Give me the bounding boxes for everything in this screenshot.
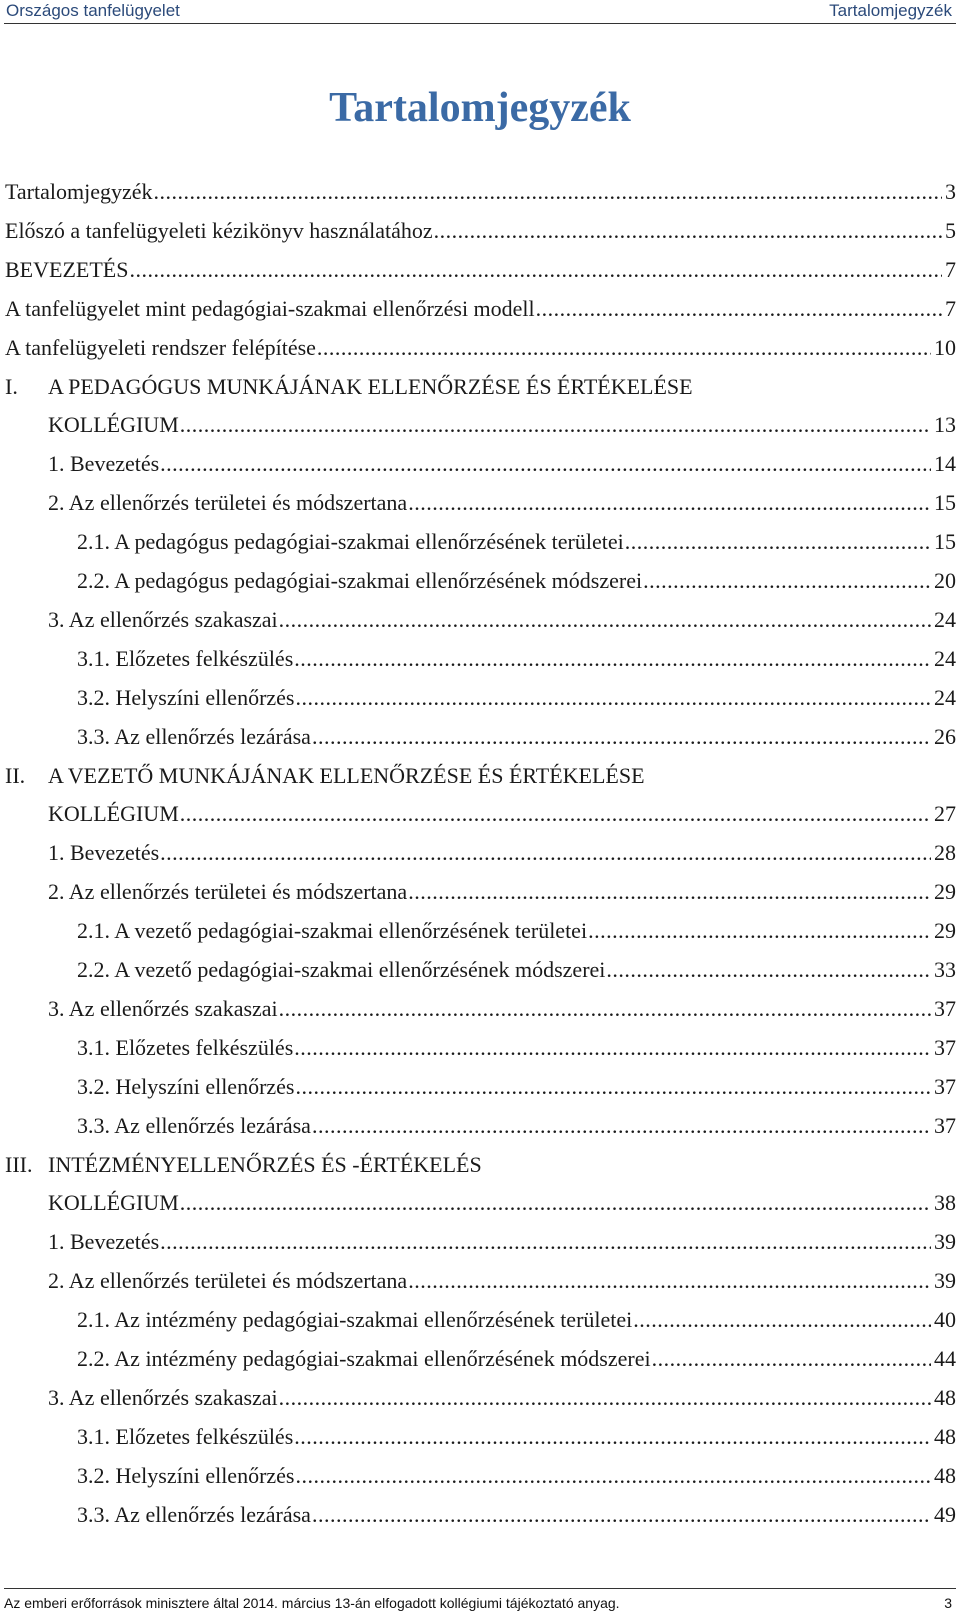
toc-entry[interactable]	[5, 1456, 956, 1496]
toc-page-number: 27	[934, 801, 956, 827]
toc-page-number: 29	[934, 918, 956, 944]
toc-page-number: 15	[934, 490, 956, 516]
toc-page-number: 39	[934, 1229, 956, 1255]
toc-entry-label[interactable]: 1. Bevezetés	[48, 840, 160, 866]
toc-entry-label[interactable]: 3. Az ellenőrzés szakaszai	[48, 1384, 278, 1410]
toc-entry[interactable]	[5, 1183, 956, 1223]
toc-entry[interactable]	[5, 289, 956, 329]
toc-leader-dots	[652, 1339, 931, 1379]
toc-page-number: 48	[934, 1462, 956, 1488]
toc-entry-label[interactable]: 2. Az ellenőrzés területei és módszertana	[48, 490, 408, 516]
toc-entry[interactable]	[5, 794, 956, 834]
toc-leader-dots	[312, 1495, 931, 1535]
toc-entry-label[interactable]: 3.3. Az ellenőrzés lezárása	[77, 723, 311, 749]
toc-page-number: 24	[934, 645, 956, 671]
toc-page-number: 48	[934, 1423, 956, 1449]
toc-entry-label[interactable]: 2. Az ellenőrzés területei és módszertana	[48, 879, 408, 905]
toc-page-number: 33	[934, 957, 956, 982]
toc-page-number: 37	[934, 1112, 956, 1138]
toc-page-number: 44	[934, 1346, 956, 1371]
toc-leader-dots	[160, 1222, 931, 1262]
toc-page-number: 3	[945, 179, 956, 204]
toc-leader-dots	[180, 794, 931, 834]
toc-entry[interactable]	[5, 717, 956, 757]
toc-heading-text: A VEZETŐ MUNKÁJÁNAK ELLENŐRZÉSE ÉS ÉRTÉKELÉSE	[48, 762, 645, 788]
footer-text: Az emberi erőforrások minisztere által 2014. március 13-án elfogadott kollégiumi tájékoztató anyag.	[4, 1595, 620, 1611]
header-left-text: Országos tanfelügyelet	[6, 1, 180, 20]
toc-entry[interactable]	[5, 405, 956, 445]
footer-page-number: 3	[944, 1595, 952, 1611]
toc-entry-label[interactable]: 2. Az ellenőrzés területei és módszertana	[48, 1268, 408, 1294]
page-footer	[4, 1588, 956, 1613]
toc-roman-numeral: I.	[5, 373, 18, 399]
toc-entry[interactable]	[5, 872, 956, 912]
toc-leader-dots	[129, 250, 942, 290]
toc-leader-dots	[643, 561, 931, 601]
toc-page-number: 24	[934, 606, 956, 632]
toc-entry-label[interactable]: 3. Az ellenőrzés szakaszai	[48, 995, 278, 1021]
toc-entry-label[interactable]: Tartalomjegyzék	[5, 179, 153, 204]
toc-entry-label[interactable]: 3.1. Előzetes felkészülés	[77, 1034, 294, 1060]
page-title: Tartalomjegyzék	[329, 85, 631, 131]
toc-entry-label[interactable]: 3.2. Helyszíni ellenőrzés	[77, 684, 295, 710]
toc-entry[interactable]	[5, 1028, 956, 1068]
toc-page-number: 7	[945, 295, 956, 321]
toc-entry-label[interactable]: 3.3. Az ellenőrzés lezárása	[77, 1112, 311, 1138]
toc-leader-dots	[160, 444, 931, 484]
toc-entry[interactable]	[5, 911, 956, 951]
toc-entry[interactable]	[5, 1378, 956, 1418]
toc-leader-dots	[294, 639, 931, 679]
page-header	[4, 0, 956, 24]
toc-entry-label[interactable]: 2.2. A pedagógus pedagógiai-szakmai ellenőrzésének módszerei	[77, 568, 643, 593]
toc-leader-dots	[606, 950, 931, 990]
toc-entry[interactable]	[5, 1261, 956, 1301]
toc-entry[interactable]	[5, 172, 956, 212]
toc-leader-dots	[279, 1378, 931, 1418]
toc-page-number: 10	[934, 334, 956, 360]
toc-leader-dots	[536, 289, 942, 329]
toc-leader-dots	[312, 1106, 931, 1146]
toc-entry[interactable]	[5, 1339, 956, 1379]
toc-leader-dots	[154, 172, 942, 212]
toc-leader-dots	[279, 600, 931, 640]
toc-entry[interactable]	[5, 639, 956, 679]
toc-entry[interactable]	[5, 678, 956, 718]
toc-leader-dots	[434, 211, 942, 251]
toc-page-number: 15	[934, 529, 956, 555]
toc-entry[interactable]	[5, 833, 956, 873]
toc-entry-label[interactable]: KOLLÉGIUM	[48, 1190, 179, 1216]
toc-leader-dots	[633, 1300, 931, 1340]
toc-entry-label[interactable]: 3.3. Az ellenőrzés lezárása	[77, 1501, 311, 1527]
toc-leader-dots	[588, 911, 931, 951]
toc-entry[interactable]	[5, 444, 956, 484]
toc-entry-label[interactable]: 2.2. Az intézmény pedagógiai-szakmai ellenőrzésének módszerei	[77, 1346, 651, 1371]
toc-page-number: 29	[934, 879, 956, 905]
toc-leader-dots	[294, 1028, 931, 1068]
toc-entry[interactable]	[5, 328, 956, 368]
toc-entry[interactable]	[5, 211, 956, 251]
toc-leader-dots	[408, 483, 931, 523]
toc-entry-label[interactable]: 2.1. A vezető pedagógiai-szakmai ellenőrzésének területei	[77, 918, 588, 944]
toc-entry[interactable]	[5, 1417, 956, 1457]
toc-page-number: 24	[934, 684, 956, 710]
toc-entry-label[interactable]: A tanfelügyelet mint pedagógiai-szakmai ellenőrzési modell	[5, 295, 535, 321]
toc-entry-label[interactable]: 1. Bevezetés	[48, 1229, 160, 1255]
toc-entry[interactable]	[5, 522, 956, 562]
toc-page-number: 26	[934, 723, 956, 749]
toc-entry[interactable]	[5, 561, 956, 601]
toc-entry-label[interactable]: Előszó a tanfelügyeleti kézikönyv használatához	[5, 217, 433, 243]
toc-page-number: 20	[934, 568, 956, 593]
toc-entry[interactable]	[5, 1067, 956, 1107]
toc-leader-dots	[625, 522, 931, 562]
toc-entry[interactable]	[5, 950, 956, 990]
toc-entry[interactable]	[5, 1106, 956, 1146]
toc-entry[interactable]	[5, 600, 956, 640]
toc-page-number: 48	[934, 1384, 956, 1410]
toc-page-number: 39	[934, 1268, 956, 1294]
toc-leader-dots	[279, 989, 931, 1029]
toc-leader-dots	[160, 833, 931, 873]
toc-heading-text: INTÉZMÉNYELLENŐRZÉS ÉS -ÉRTÉKELÉS	[48, 1151, 482, 1177]
toc-heading-line	[5, 756, 956, 796]
toc-entry[interactable]	[5, 250, 956, 290]
toc-page-number: 37	[934, 995, 956, 1021]
toc-entry-label[interactable]: A tanfelügyeleti rendszer felépítése	[5, 334, 316, 360]
toc-entry-label[interactable]: 2.1. Az intézmény pedagógiai-szakmai ellenőrzésének területei	[77, 1307, 633, 1333]
toc-page-number: 14	[934, 451, 956, 477]
toc-leader-dots	[180, 405, 931, 445]
toc-heading-line	[5, 1145, 956, 1185]
toc-page-number: 28	[934, 840, 956, 866]
header-right-text: Tartalomjegyzék	[829, 1, 952, 20]
toc-page-number: 49	[934, 1501, 956, 1527]
toc-page-number: 40	[934, 1307, 956, 1333]
toc-leader-dots	[312, 717, 931, 757]
toc-page-number: 5	[945, 217, 956, 243]
toc-leader-dots	[294, 1417, 931, 1457]
toc-entry[interactable]	[5, 483, 956, 523]
toc-entry-label[interactable]: KOLLÉGIUM	[48, 412, 179, 438]
toc-page-number: 38	[934, 1190, 956, 1216]
toc-entry-label[interactable]: 2.2. A vezető pedagógiai-szakmai ellenőrzésének módszerei	[77, 957, 606, 982]
toc-leader-dots	[296, 1456, 932, 1496]
toc-leader-dots	[296, 1067, 932, 1107]
toc-page-number: 37	[934, 1034, 956, 1060]
toc-entry[interactable]	[5, 1300, 956, 1340]
toc-page-number: 37	[934, 1073, 956, 1099]
toc-entry[interactable]	[5, 1495, 956, 1535]
toc-entry-label[interactable]: KOLLÉGIUM	[48, 801, 179, 827]
toc-heading-text: A PEDAGÓGUS MUNKÁJÁNAK ELLENŐRZÉSE ÉS ÉRTÉKELÉSE	[48, 373, 693, 399]
toc-leader-dots	[317, 328, 931, 368]
toc-entry-label[interactable]: 3. Az ellenőrzés szakaszai	[48, 606, 278, 632]
toc-leader-dots	[408, 872, 931, 912]
toc-entry[interactable]	[5, 989, 956, 1029]
toc-heading-line	[5, 367, 956, 407]
toc-leader-dots	[180, 1183, 931, 1223]
toc-page-number: 7	[945, 256, 956, 282]
toc-entry-label[interactable]: 3.2. Helyszíni ellenőrzés	[77, 1073, 295, 1099]
toc-entry-label[interactable]: 2.1. A pedagógus pedagógiai-szakmai ellenőrzésének területei	[77, 529, 624, 555]
toc-roman-numeral: III.	[5, 1151, 33, 1177]
toc-leader-dots	[296, 678, 932, 718]
toc-roman-numeral: II.	[5, 762, 26, 788]
toc-entry-label[interactable]: 3.1. Előzetes felkészülés	[77, 1423, 294, 1449]
toc-entry-label[interactable]: BEVEZETÉS	[5, 256, 129, 282]
toc-entry-label[interactable]: 3.2. Helyszíni ellenőrzés	[77, 1462, 295, 1488]
toc-entry-label[interactable]: 3.1. Előzetes felkészülés	[77, 645, 294, 671]
toc-entry-label[interactable]: 1. Bevezetés	[48, 451, 160, 477]
toc-page-number: 13	[934, 412, 956, 438]
toc-leader-dots	[408, 1261, 931, 1301]
toc-entry[interactable]	[5, 1222, 956, 1262]
